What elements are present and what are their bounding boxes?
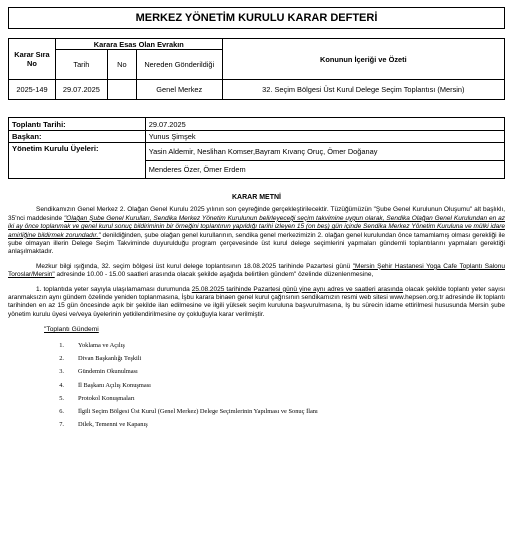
p2-text-c: adresinde 10.00 - 15.00 saatleri arasında olacak şekilde aşağıda belirtilen gündem" özelinde düzenlenmesine, xyxy=(54,271,374,279)
cell-no xyxy=(107,80,136,100)
p2-venue: "Mersin Şehir Hastanesi Yoga Cafe Toplantı Salonu Toroslar/Mersin" xyxy=(8,262,505,279)
p1-text-c: denildiğinden, şube olağan genel kurullarının, sendika genel merkezimizin 2. olağan genel kurulundan önce tamamlamış olması gerekliği ile şube olmayan illerin Delege Seçim Takviminde duyurulduğu program çerçevesinde üst kurul delege seçimlerini yapmaları gündemli toplantılarını yapmaları gerektiği anlaşılmaktadır. xyxy=(8,231,505,256)
cell-sira-no: 2025-149 xyxy=(9,80,56,100)
p3-second-date: 25.08.2025 tarihinde Pazartesi günü yine aynı adres ve saatleri arasında xyxy=(191,285,403,293)
members-line-1: Yasin Aldemir, Neslihan Komser,Bayram Kıvanç Oruç, Ömer Doğanay xyxy=(145,143,504,161)
members-line-2: Menderes Özer, Ömer Erdem xyxy=(145,161,504,179)
agenda-item xyxy=(8,366,505,379)
agenda-num: 1. xyxy=(59,342,64,350)
agenda-item xyxy=(8,392,505,405)
agenda-text: Yoklama ve Açılış xyxy=(78,342,125,350)
agenda-num: 6. xyxy=(59,408,64,416)
agenda-text: Dilek, Temenni ve Kapanış xyxy=(78,421,148,429)
agenda-item xyxy=(8,340,505,353)
agenda-item xyxy=(8,406,505,419)
agenda-text: Protokol Konuşmaları xyxy=(78,394,135,402)
agenda-text: Gündemin Okunulması xyxy=(78,368,138,376)
agenda-num: 2. xyxy=(59,355,64,363)
chairman-value: Yunus Şimşek xyxy=(145,131,504,143)
agenda-title: "Toplantı Gündemi xyxy=(44,326,99,334)
decision-paragraph-2 xyxy=(8,263,505,280)
agenda-text: İl Başkanı Açılış Konuşması xyxy=(78,381,151,389)
p1-text-a: Sendikamızın Genel Merkez 2. Olağan Genel Kurulu 2025 yılının son çeyreğinde gerçekleştirilecektir. Tüzüğümüzün "Şube Genel Kurulunun Oluşumu" alt başlıklı, 35'nci maddesinde xyxy=(8,206,505,222)
decision-heading: KARAR METNİ xyxy=(232,194,281,201)
meeting-info-table xyxy=(8,117,505,179)
p3-text-a: 1. toplantıda yeter sayıyla ulaşılamaması durumunda xyxy=(36,285,192,293)
header-tarih: Tarih xyxy=(55,50,107,80)
agenda-num: 5. xyxy=(59,394,64,402)
p2-text-a: Mezkur bilgi ışığında, 32. seçim bölgesi üst kurul delege toplantısının 18.08.2025 tarihinde Pazartesi günü xyxy=(36,262,353,270)
decision-paragraph-1 xyxy=(8,206,505,256)
header-karar-sira-no: Karar Sıra No xyxy=(9,39,56,80)
chairman-label: Başkan: xyxy=(9,131,146,143)
cell-tarih: 29.07.2025 xyxy=(55,80,107,100)
agenda-item xyxy=(8,353,505,366)
p3-text-c: olacak şekilde toplantı yeter sayısı aranmaksızın aynı gündem özelinde yeniden toplanmasına, İşbu karara binaen genel kurul çağrısının sendikamızın resmi web sitesi www.hepsen.org.tr adresinde ilk toplantı tarihinden en az 15 gün öncesinde açık bir şekilde ilan edilmesine ve ilgili yüksek seçim kuruluna başvurulmasına, Iş bu sürecin idame ettirilmesi hususunda Mersin şube yönetim kurulu üyesi ve/veya üyelerinin yetkilendirilmesine oy çokluğuyla karar verilmiştir. xyxy=(8,285,506,318)
agenda-item xyxy=(8,379,505,392)
header-nereden: Nereden Gönderildiği xyxy=(136,50,222,80)
agenda-num: 7. xyxy=(59,421,64,429)
header-konu-ozet: Konunun İçeriği ve Özeti xyxy=(222,39,504,80)
cell-konu: 32. Seçim Bölgesi Üst Kurul Delege Seçim Toplantısı (Mersin) xyxy=(222,80,504,100)
p1-statute-quote: "Olağan Şube Genel Kurulları, Sendika Merkez Yönetim Kurulunun belirleyeceği seçim takvimine uygun olarak, Sendika Olağan Genel Kurulundan en az iki ay önce toplanmak ve genel kurul sonuç bildiriminin bir örneğini toplantının yapıldığı tarihi izleyen 15 (on beş) gün içinde Sendika Merkez Yönetim Kuruluna ve mülki idare amirliğine bildirmek zorundadır." xyxy=(8,214,506,239)
document-title: MERKEZ YÖNETİM KURULU KARAR DEFTERİ xyxy=(8,7,505,29)
cell-nereden: Genel Merkez xyxy=(136,80,222,100)
agenda-item xyxy=(8,419,505,432)
agenda-text: İlgili Seçim Bölgesi Üst Kurul (Genel Merkez) Delege Seçimlerinin Yapılması ve Sonuç İlanı xyxy=(78,408,318,416)
header-esas-evrak: Karara Esas Olan Evrakın xyxy=(55,39,222,50)
meeting-date-value: 29.07.2025 xyxy=(145,118,504,131)
decision-paragraph-3 xyxy=(8,286,505,320)
members-label: Yönetim Kurulu Üyeleri: xyxy=(9,143,146,179)
register-table xyxy=(8,38,505,100)
agenda-num: 4. xyxy=(59,381,64,389)
agenda-text: Divan Başkanlığı Teşkili xyxy=(78,355,142,363)
meeting-date-label: Toplantı Tarihi: xyxy=(9,118,146,131)
agenda-list xyxy=(8,340,505,432)
decision-text xyxy=(8,194,505,432)
header-no: No xyxy=(107,50,136,80)
agenda-num: 3. xyxy=(59,368,64,376)
